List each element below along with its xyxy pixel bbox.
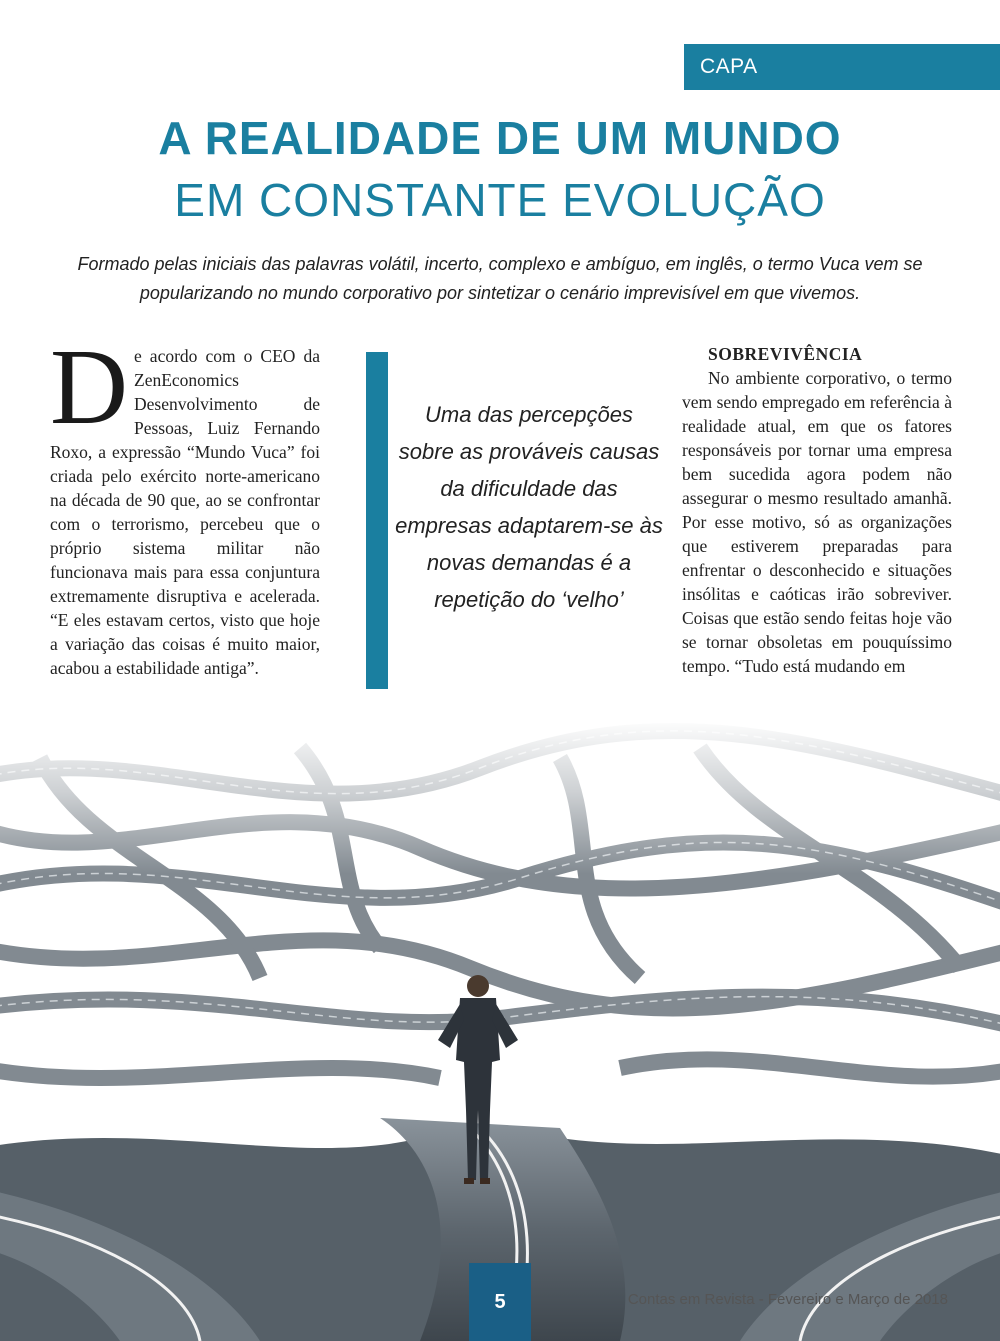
page-number: 5 <box>469 1263 531 1341</box>
pull-quote: Uma das percepções sobre as prováveis causas da dificuldade das empresas adaptarem-se às novas demandas é a repetição do ‘velho’ <box>395 402 663 612</box>
left-column-text: e acordo com o CEO da ZenEconomics Desenvolvimento de Pessoas, Luiz Fernando Roxo, a expressão “Mundo Vuca” foi criada pelo exército norte-americano na década de 90 que, ao se confrontar com o terrorismo, percebeu que o próprio sistema militar não funcionava mais para essa conjuntura extremamente disruptiva e acelerada. “E eles estavam certos, visto que hoje a variação das coisas é muito maior, acabou a estabilidade antiga”. <box>50 346 320 678</box>
headline-line-1: A REALIDADE DE UM MUNDO <box>158 112 842 164</box>
section-tag: CAPA <box>684 44 1000 90</box>
headline-line-2: EM CONSTANTE EVOLUÇÃO <box>174 174 826 226</box>
lead-paragraph: Formado pelas iniciais das palavras volátil, incerto, complexo e ambíguo, em inglês, o termo Vuca vem se popularizando no mundo corporativo por sintetizar o cenário imprevisível em que vivemos. <box>77 254 923 303</box>
section-subhead: SOBREVIVÊNCIA <box>708 344 863 364</box>
right-column <box>682 342 952 678</box>
right-column-text: No ambiente corporativo, o termo vem sendo empregado em referência à realidade atual, em que os fatores responsáveis por tornar uma empresa bem sucedida agora podem não assegurar o mesmo resultado amanhã. Por esse motivo, só as organizações que estiverem preparadas para enfrentar o desconhecido e situações insólitas e caóticas irão sobreviver. Coisas que estão sendo feitas hoje vão se tornar obsoletas em pouquíssimo tempo. “Tudo está mudando em <box>682 368 952 676</box>
footer-text: Contas em Revista - Fevereiro e Março de 2018 <box>627 1291 948 1308</box>
roads-photo <box>0 718 1000 1341</box>
dropcap: D <box>50 328 128 447</box>
pull-quote-bar <box>366 352 388 689</box>
left-column <box>50 328 320 680</box>
